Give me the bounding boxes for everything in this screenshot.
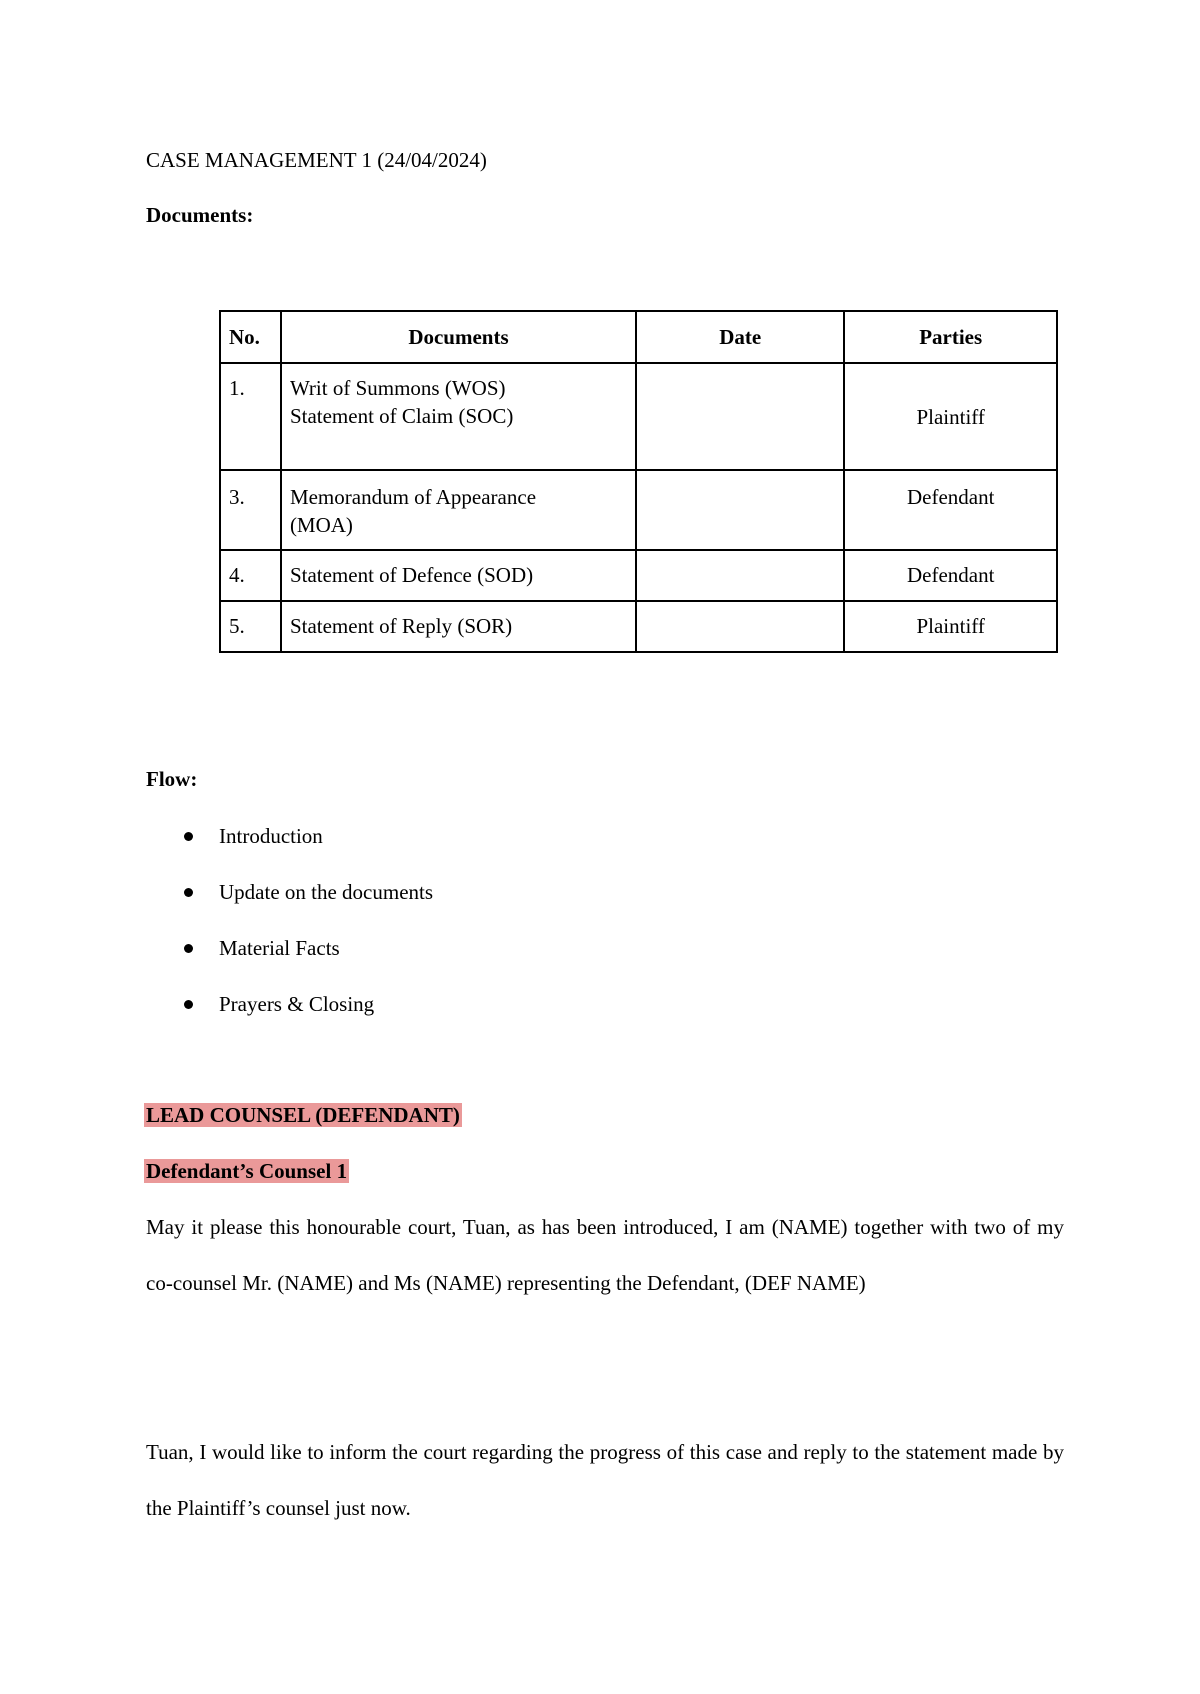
row-parties: Defendant bbox=[844, 470, 1057, 550]
document-name: Statement of Reply (SOR) bbox=[289, 614, 513, 638]
row-parties: Plaintiff bbox=[844, 363, 1057, 470]
flow-label: Flow: bbox=[146, 767, 198, 791]
page-title: CASE MANAGEMENT 1 (24/04/2024) bbox=[146, 148, 487, 172]
list-item-label: Update on the documents bbox=[219, 880, 434, 904]
document-name: (MOA) bbox=[289, 513, 353, 537]
paragraph-introduction: May it please this honourable court, Tuan, as has been introduced, I am (NAME) together with two of my co-counsel Mr. (NAME) and Ms (NAME) representing the Defendant, (DEF NAME) bbox=[146, 1215, 1064, 1295]
row-number: 1. bbox=[220, 363, 281, 470]
row-number: 3. bbox=[220, 470, 281, 550]
header-no: No. bbox=[220, 311, 281, 363]
row-date bbox=[636, 550, 844, 601]
lead-counsel-heading bbox=[146, 1101, 462, 1129]
table-row bbox=[220, 601, 1057, 652]
row-documents bbox=[281, 470, 636, 550]
header-parties: Parties bbox=[844, 311, 1057, 363]
table-row bbox=[220, 470, 1057, 550]
table-row bbox=[220, 363, 1057, 470]
row-parties: Defendant bbox=[844, 550, 1057, 601]
document-name: Statement of Defence (SOD) bbox=[289, 563, 534, 587]
list-item bbox=[146, 878, 433, 934]
list-item-label: Material Facts bbox=[219, 936, 340, 960]
list-item-label: Prayers & Closing bbox=[219, 992, 375, 1016]
row-number: 5. bbox=[220, 601, 281, 652]
bullet-icon bbox=[184, 832, 193, 841]
document-name: Writ of Summons (WOS) bbox=[289, 376, 506, 400]
counsel-subheading bbox=[146, 1157, 349, 1185]
list-item bbox=[146, 934, 433, 990]
document-name: Statement of Claim (SOC) bbox=[289, 404, 514, 428]
documents-table bbox=[219, 310, 1058, 653]
bullet-icon bbox=[184, 888, 193, 897]
paragraph-progress: Tuan, I would like to inform the court regarding the progress of this case and reply to the statement made by the Plaintiff’s counsel just now. bbox=[146, 1440, 1064, 1520]
documents-label: Documents: bbox=[146, 203, 254, 227]
list-item-label: Introduction bbox=[219, 824, 323, 848]
table-row bbox=[220, 550, 1057, 601]
row-date bbox=[636, 601, 844, 652]
header-date: Date bbox=[636, 311, 844, 363]
table-header-row bbox=[220, 311, 1057, 363]
row-documents bbox=[281, 363, 636, 470]
flow-list bbox=[146, 822, 433, 1046]
row-documents bbox=[281, 601, 636, 652]
bullet-icon bbox=[184, 1000, 193, 1009]
highlighted-text: LEAD COUNSEL (DEFENDANT) bbox=[146, 1103, 460, 1127]
list-item bbox=[146, 822, 433, 878]
row-parties: Plaintiff bbox=[844, 601, 1057, 652]
row-documents bbox=[281, 550, 636, 601]
row-date bbox=[636, 363, 844, 470]
highlighted-text: Defendant’s Counsel 1 bbox=[146, 1159, 348, 1183]
row-number: 4. bbox=[220, 550, 281, 601]
row-date bbox=[636, 470, 844, 550]
header-documents: Documents bbox=[281, 311, 636, 363]
bullet-icon bbox=[184, 944, 193, 953]
list-item bbox=[146, 990, 433, 1046]
document-name: Memorandum of Appearance bbox=[289, 485, 537, 509]
